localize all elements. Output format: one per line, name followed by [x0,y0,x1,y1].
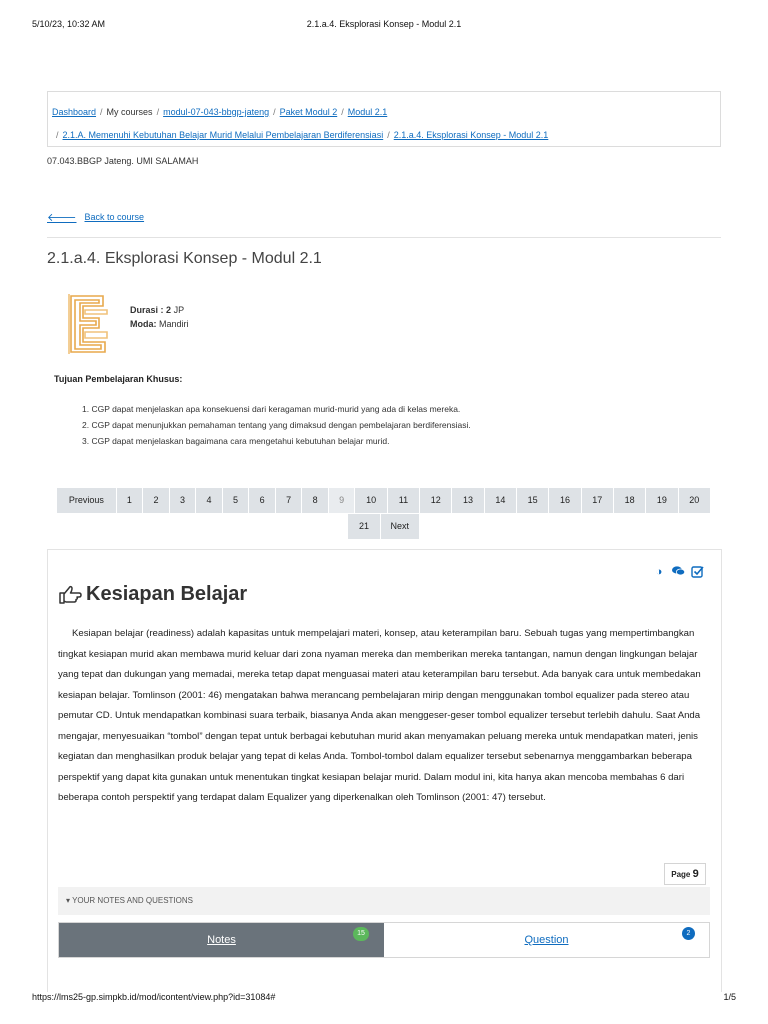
breadcrumb-course[interactable]: modul-07-043-bbgp-jateng [163,107,270,117]
page-button-current: 9 [329,488,355,513]
objective-item: 1. CGP dapat menjelaskan apa konsekuensi dari keragaman murid-murid yang ada di kelas mereka. [82,404,461,414]
page-button[interactable]: 8 [302,488,328,513]
breadcrumb-topic[interactable]: 2.1.A. Memenuhi Kebutuhan Belajar Murid Melalui Pembelajaran Berdiferensiasi [62,130,384,140]
page-button[interactable]: 18 [614,488,645,513]
hand-pointing-right-icon [58,585,82,605]
check-square-icon[interactable] [690,565,704,579]
card-toolbar [652,565,704,579]
mode-value: Mandiri [159,319,189,329]
contrast-icon[interactable]: ◑ [655,566,663,578]
breadcrumb-separator: / [341,107,344,117]
section-title-text: Kesiapan Belajar [86,583,248,605]
pagination [57,488,711,539]
next-button[interactable]: Next [381,514,419,539]
breadcrumb-separator: / [56,130,59,140]
breadcrumb-module[interactable]: Modul 2.1 [347,107,388,117]
comments-icon[interactable] [671,565,685,579]
back-to-course-link[interactable] [47,210,144,224]
page-button[interactable]: 17 [582,488,613,513]
duration-row [130,303,189,317]
caret-down-icon: ▾ [66,896,71,905]
breadcrumb-separator: / [100,107,103,117]
breadcrumb-package[interactable]: Paket Modul 2 [279,107,338,117]
print-header [32,19,736,31]
notes-toggle[interactable] [58,887,710,915]
mode-label: Moda: [130,319,157,329]
course-identifier: 07.043.BBGP Jateng. UMI SALAMAH [47,156,199,166]
notes-tabs [58,922,710,958]
page-button[interactable]: 6 [249,488,275,513]
page-button[interactable]: 19 [646,488,677,513]
page-button[interactable]: 13 [452,488,483,513]
breadcrumb-my-courses: My courses [106,107,153,117]
pagination-row [57,514,711,539]
breadcrumb-separator: / [156,107,160,117]
page-button[interactable]: 2 [143,488,169,513]
page-button[interactable]: 1 [117,488,143,513]
page-button[interactable]: 15 [517,488,548,513]
page-button[interactable]: 4 [196,488,222,513]
breadcrumb-separator: / [387,130,390,140]
print-document-title: 2.1.a.4. Eksplorasi Konsep - Modul 2.1 [306,19,462,29]
module-logo-icon [67,292,111,356]
previous-button[interactable]: Previous [57,488,116,513]
tab-notes-label: Notes [207,934,236,946]
breadcrumb-separator: / [273,107,276,117]
page-button[interactable]: 20 [679,488,710,513]
mode-row [130,317,189,331]
page-button[interactable]: 16 [549,488,580,513]
question-count-badge: 2 [682,927,695,940]
objective-item: 3. CGP dapat menjelaskan bagaimana cara mengetahui kebutuhan belajar murid. [82,436,390,446]
pagination-row [57,488,711,513]
page-badge-label: Page [671,870,691,879]
notes-toggle-label: YOUR NOTES AND QUESTIONS [72,896,193,905]
duration-unit: JP [173,305,185,315]
page-badge-number: 9 [692,868,699,880]
breadcrumb-page[interactable]: 2.1.a.4. Eksplorasi Konsep - Modul 2.1 [393,130,549,140]
page-button[interactable]: 10 [355,488,386,513]
page-button[interactable]: 11 [388,488,419,513]
page-title: 2.1.a.4. Eksplorasi Konsep - Modul 2.1 [47,250,322,267]
page-button[interactable]: 14 [485,488,516,513]
page-button[interactable]: 21 [348,514,380,539]
page-button[interactable]: 7 [276,488,302,513]
breadcrumb [47,91,721,147]
page-number-badge [664,863,706,885]
breadcrumb-dashboard[interactable]: Dashboard [52,107,97,117]
section-title [58,583,247,606]
page-button[interactable]: 5 [223,488,249,513]
module-meta [130,303,189,331]
arrow-left-icon: 🡐 [47,212,77,224]
page-button[interactable]: 3 [170,488,196,513]
print-url: https://lms25-gp.simpkb.id/mod/icontent/view.php?id=31084# [32,992,276,1002]
print-page-count: 1/5 [723,992,736,1002]
print-timestamp: 5/10/23, 10:32 AM [32,19,106,29]
back-to-course-label: Back to course [84,212,145,222]
notes-count-badge: 15 [353,927,369,941]
duration-label: Durasi : [130,305,164,315]
duration-value: 2 [166,305,172,315]
tab-question[interactable] [384,923,709,957]
page-button[interactable]: 12 [420,488,451,513]
section-body: Kesiapan belajar (readiness) adalah kapasitas untuk mempelajari materi, konsep, atau keterampilan baru. Sebuah tugas yang mempertimbangkan tingkat kesiapan murid akan membawa murid keluar dari zona nyaman mereka dan memberikan mereka tantangan, namun dengan lingkungan belajar yang tepat dan dukungan yang memadai, mereka tetap dapat menguasai materi atau keterampilan baru tersebut. Ada banyak cara untuk membedakan kesiapan belajar. Tomlinson (2001: 46) mengatakan bahwa merancang pembelajaran mirip dengan menggunakan tombol equalizer pada stereo atau pemutar CD. Untuk mendapatkan kombinasi suara terbaik, biasanya Anda akan menggeser-geser tombol equalizer tersebut terlebih dahulu. Saat Anda mengajar, menyesuaikan “tombol” dengan tepat untuk berbagai kebutuhan murid akan menyamakan peluang mereka untuk mendapatkan materi, jenis kegiatan dan menghasilkan produk belajar yang tepat di kelas Anda. Tombol-tombol dalam equalizer tersebut sebenarnya menggambarkan beberapa perspektif yang dapat kita gunakan untuk menentukan tingkat kesiapan belajar murid. Dalam modul ini, kita hanya akan mencoba membahas 6 dari beberapa contoh perspektif yang terdapat dalam Equalizer yang diperkenalkan oleh Tomlinson (2001: 47) tersebut. [58,628,701,803]
tab-question-label: Question [524,934,569,946]
objective-item: 2. CGP dapat menunjukkan pemahaman tentang yang dimaksud dengan pembelajaran berdiferensiasi. [82,420,471,430]
objectives-heading: Tujuan Pembelajaran Khusus: [54,374,183,384]
divider [47,237,721,238]
print-footer [32,992,736,1004]
objectives-list [82,401,471,449]
tab-notes[interactable] [59,923,384,957]
